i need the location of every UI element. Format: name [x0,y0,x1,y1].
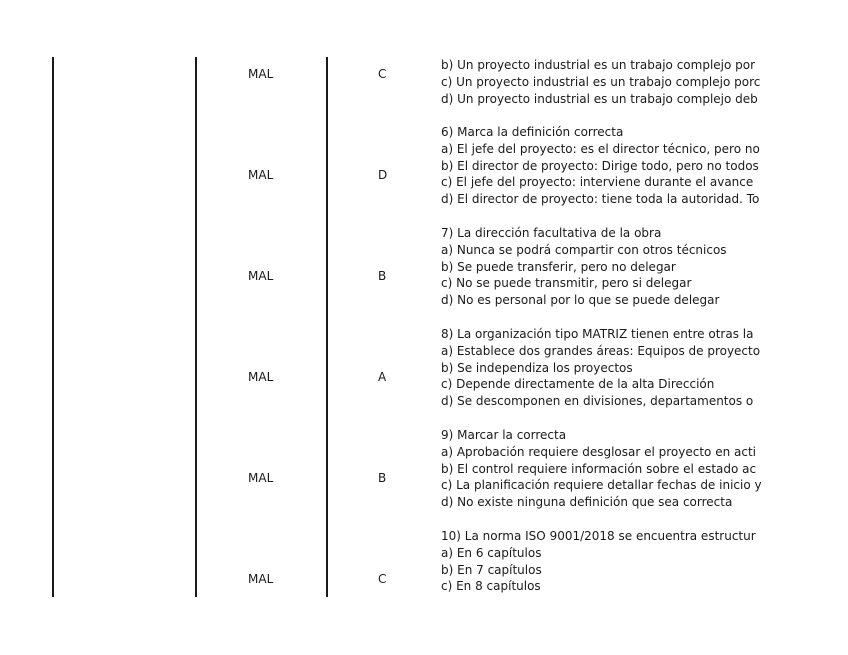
answer-cell: C [378,67,387,81]
question-line: b) El control requiere información sobre el estado ac [441,461,757,476]
question-line: c) El jefe del proyecto: interviene durante el avance [441,175,754,190]
question-line: 10) La norma ISO 9001/2018 se encuentra estructur [441,529,756,543]
answer-cell: C [378,572,387,586]
result-cell: MAL [248,168,274,182]
result-cell: MAL [248,370,274,384]
result-cell: MAL [248,471,274,485]
question-line: b) Un proyecto industrial es un trabajo complejo por [441,58,756,72]
question-line: b) Se puede transferir, pero no delegar [441,259,676,274]
question-line: b) Se independiza los proyectos [441,360,633,375]
vertical-border-middle [195,57,197,597]
question-line: c) No se puede transmitir, pero si delegar [441,276,692,291]
question-line: c) En 8 capítulos [441,579,541,594]
question-line: d) No es personal por lo que se puede delegar [441,293,720,308]
vertical-border-left [52,57,54,597]
question-line: a) El jefe del proyecto: es el director técnico, pero no [441,141,760,156]
answer-cell: D [378,168,388,182]
question-cell [441,225,779,309]
answer-cell: B [378,269,387,283]
question-line: b) El director de proyecto: Dirige todo, pero no todos [441,158,759,173]
question-line: a) Establece dos grandes áreas: Equipos de proyecto [441,343,761,358]
question-line: 7) La dirección facultativa de la obra [441,226,662,240]
question-line: 8) La organización tipo MATRIZ tienen entre otras la [441,327,754,341]
question-cell [441,427,779,511]
result-cell: MAL [248,269,274,283]
question-line: b) En 7 capítulos [441,562,542,577]
question-line: a) Aprobación requiere desglosar el proyecto en acti [441,444,757,459]
question-cell [441,326,779,410]
question-line: d) No existe ninguna definición que sea correcta [441,495,733,510]
vertical-border-right [326,57,328,597]
question-cell [441,57,779,107]
question-line: a) En 6 capítulos [441,545,542,560]
question-line: d) Un proyecto industrial es un trabajo complejo deb [441,91,758,106]
question-line: 9) Marcar la correcta [441,428,567,442]
question-line: c) La planificación requiere detallar fechas de inicio y [441,478,762,493]
question-line: a) Nunca se podrá compartir con otros técnicos [441,242,727,257]
answer-cell: B [378,471,387,485]
question-cell [441,124,779,208]
question-line: 6) Marca la definición correcta [441,125,624,139]
question-line: c) Un proyecto industrial es un trabajo complejo porc [441,74,761,89]
question-line: d) Se descomponen en divisiones, departamentos o [441,394,754,409]
answer-cell: A [378,370,387,384]
question-line: d) El director de proyecto: tiene toda la autoridad. To [441,192,760,207]
question-cell [441,528,779,595]
question-line: c) Depende directamente de la alta Dirección [441,377,715,392]
result-cell: MAL [248,572,274,586]
result-cell: MAL [248,67,274,81]
